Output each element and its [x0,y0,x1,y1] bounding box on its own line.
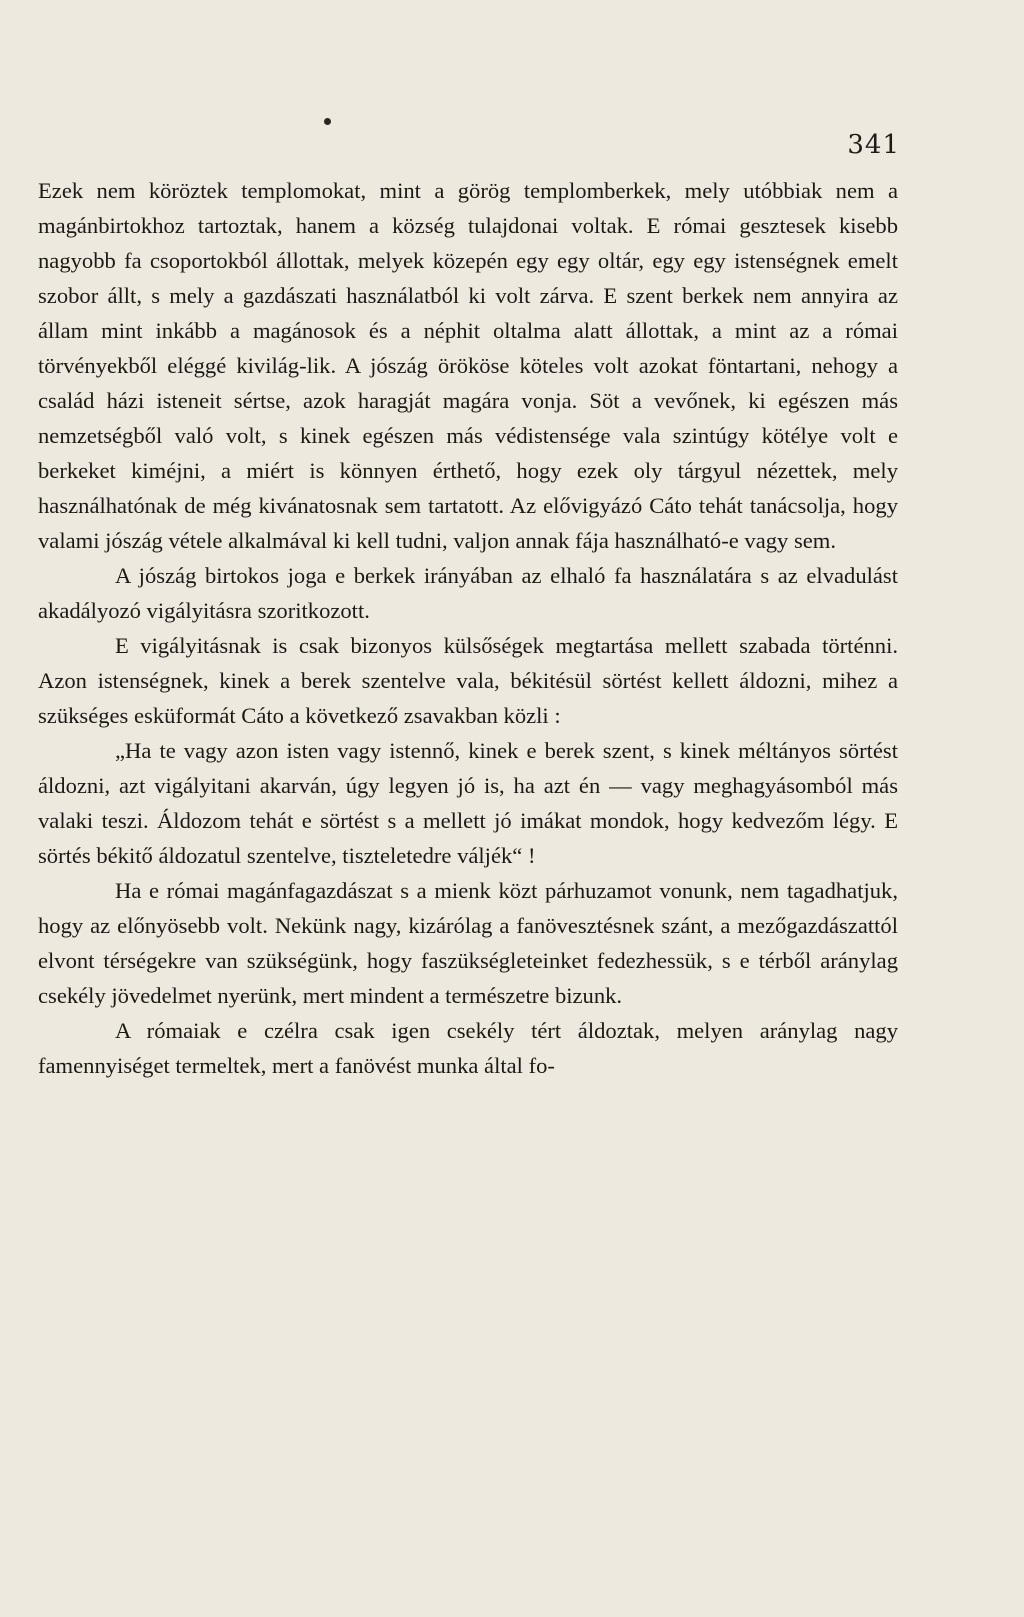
paragraph-3: E vigályitásnak is csak bizonyos külsőségek megtartása mellett szabada történni. Azon istenségnek, kinek a berek szentelve vala, békitésül sörtést kellett áldozni, mihez a szükséges esküformát Cáto a következő zsavakban közli : [38,633,898,728]
ink-dot [324,118,331,125]
paragraph-2: A jószág birtokos joga e berkek irányában az elhaló fa használatára s az elvadulást akadályozó vigályitásra szoritkozott. [38,563,898,623]
paragraph-5: Ha e római magánfagazdászat s a mienk közt párhuzamot vonunk, nem tagadhatjuk, hogy az előnyösebb volt. Nekünk nagy, kizárólag a fanövesztésnek szánt, a mezőgazdászattól elvont térségekre van szükségünk, hogy faszükségleteinket fedezhessük, s e térből aránylag csekély jövedelmet nyerünk, mert mindent a természetre bizunk. [38,878,898,1008]
page-number: 341 [847,130,900,160]
paragraph-1: Ezek nem köröztek templomokat, mint a görög templomberkek, mely utóbbiak nem a magánbirtokhoz tartoztak, hanem a község tulajdonai voltak. E római gesztesek kisebb nagyobb fa csoportokból állottak, melyek közepén egy egy oltár, egy egy istenségnek emelt szobor állt, s mely a gazdászati használatból ki volt zárva. E szent berkek nem annyira az állam mint inkább a magánosok és a néphit oltalma alatt állottak, a mint az a római törvényekből eléggé kivilág-lik. A jószág örököse köteles volt azokat föntartani, nehogy a család házi isteneit sértse, azok haragját magára vonja. Söt a vevőnek, ki egészen más nemzetségből való volt, s kinek egészen más védistensége vala szintúgy kötélye volt e berkeket kiméjni, a miért is könnyen érthető, hogy ezek oly tárgyul nézettek, mely használhatónak de még kivánatosnak sem tartatott. Az elővigyázó Cáto tehát tanácsolja, hogy valami jószág vétele alkalmával ki kell tudni, valjon annak fája használható-e vagy sem. [38,178,898,553]
body-text [38,173,898,1083]
quote-paragraph: „Ha te vagy azon isten vagy istennő, kinek e berek szent, s kinek méltányos sörtést áldozni, azt vigályitani akarván, úgy legyen jó is, ha azt én — vagy meghagyásomból más valaki teszi. Áldozom tehát e sörtést s a mellett jó imákat mondok, hogy kedvezőm légy. E sörtés békitő áldozatul szentelve, tiszteletedre váljék“ ! [38,738,898,868]
paragraph-6: A rómaiak e czélra csak igen csekély tért áldoztak, melyen aránylag nagy famennyiséget termeltek, mert a fanövést munka által fo- [38,1018,898,1078]
